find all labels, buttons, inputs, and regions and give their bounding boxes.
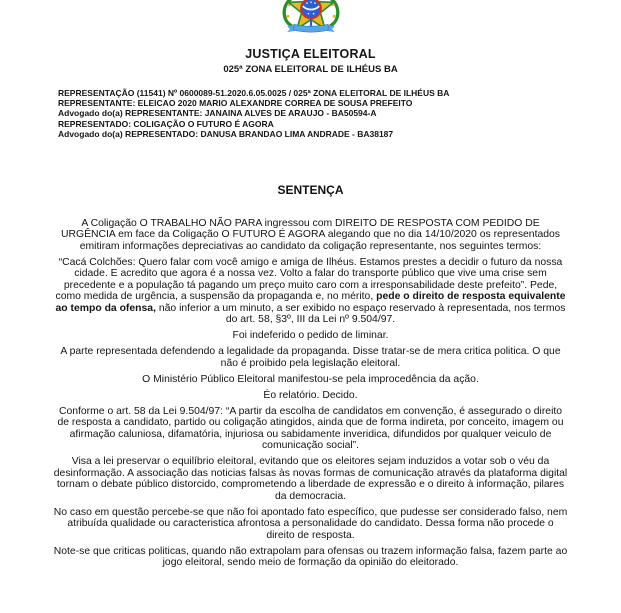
paragraph-no-caso: No caso em questão percebe-se que não foi apontado fato específico, que pudesse ser considerado falso, nem atribuída qualidade ou caracteristica afrontosa a personalidade do candidato. Dessa forma não procede o direito de resposta.: [53, 506, 568, 541]
case-info-block: [58, 88, 591, 139]
representante-line: REPRESENTANTE: ELEICAO 2020 MARIO ALEXANDRE CORREA DE SOUSA PREFEITO: [58, 98, 413, 109]
paragraph-liminar: Foi indeferido o pedido de liminar.: [232, 330, 389, 342]
court-zone-subtitle: 025ª ZONA ELEITORAL DE ILHÉUS BA: [223, 64, 398, 75]
paragraph-relatorio: Éo relatório. Decido.: [263, 389, 358, 401]
representado-lawyer-line: Advogado do(a) REPRESENTADO: DANUSA BRANDAO LIMA ANDRADE - BA38187: [58, 128, 394, 139]
paragraph-quote-and-request: [54, 257, 568, 326]
brazil-coat-of-arms-icon: [276, 0, 346, 40]
sentence-body: [54, 218, 568, 569]
paragraph-defense: A parte representada defendendo a legalidade da propaganda. Disse tratar-se de mera critica politica. O que não é proibido pela legislação eleitoral.: [60, 346, 561, 369]
court-title: JUSTIÇA ELEITORAL: [245, 47, 376, 61]
sentence-heading: SENTENÇA: [277, 183, 344, 198]
paragraph-mp-eleitoral: O Ministério Público Eleitoral manifestou-se pela improcedência da ação.: [142, 373, 479, 385]
paragraph-art58: Conforme o art. 58 da Lei 9.504/97: “A partir da escolha de candidatos em convenção, é assegurado o direito de resposta a candidato, partido ou coligação atingidos, ainda que de forma indireta, por conceito, imagem ou afirmação caluniosa, difamatória, injuriosa ou sabidamente inveridica, difundidos por qualquer veiculo de comunicação social”.: [57, 405, 564, 452]
paragraph-allegation: A Coligação O TRABALHO NÃO PARA ingressou com DIREITO DE RESPOSTA COM PEDIDO DE URGÊNCIA em face da Coligação O FUTURO É AGORA alegando que no dia 14/10/2020 os representados emitiram informações depreciativas ao candidato da coligação representante, nos seguintes termos:: [60, 218, 561, 252]
case-number-line: REPRESENTAÇÃO (11541) Nº 0600089-51.2020.6.05.0025 / 025ª ZONA ELEITORAL DE ILHÉUS BA: [58, 88, 450, 98]
representante-lawyer-line: Advogado do(a) REPRESENTANTE: JANAINA ALVES DE ARAUJO - BA50594-A: [58, 108, 377, 119]
quote-text: “Cacá Colchões: Quero falar com você amigo e amiga de Ilhéus. Estamos prestes a decidir o futuro da nossa cidade. E acredito que agora é a nossa vez. Volto a falar do transporte público que vive uma crise sem precedente e a população tá pagando um preço muito caro com a irresponsabilidade deste prefeito”. Pede, como medida de urgência, a suspensão da propaganda e, no mérito,: [55, 256, 563, 303]
paragraph-equilibrio: Visa a lei preservar o equilíbrio eleitoral, evitando que os eleitores sejam induzidos a votar sob o véu da desinformação. A associação das noticias falsas às novas formas de comunicação através da plataforma digital tornam o debate público distorcido, comprometendo a liberdade de expressão e o direito à informação, pilares da democracia.: [53, 456, 568, 502]
request-tail-text: não inferior a um minuto, a ser exibido no espaço reservado à representada, nos termos do art. 58, §3º, III da Lei nº 9.504/97.: [155, 302, 566, 326]
paragraph-criticas: Note-se que criticas politicas, quando não extrapolam para ofensas ou trazem informação falsa, fazem parte ao jogo eleitoral, sendo meio de formação da opinião do eleitorado.: [53, 545, 568, 569]
request-bold-text: pede o direito de resposta equivalente ao tempo da ofensa,: [55, 291, 566, 314]
representado-line: REPRESENTADO: COLIGAÇÃO O FUTURO É AGORA: [58, 118, 274, 129]
